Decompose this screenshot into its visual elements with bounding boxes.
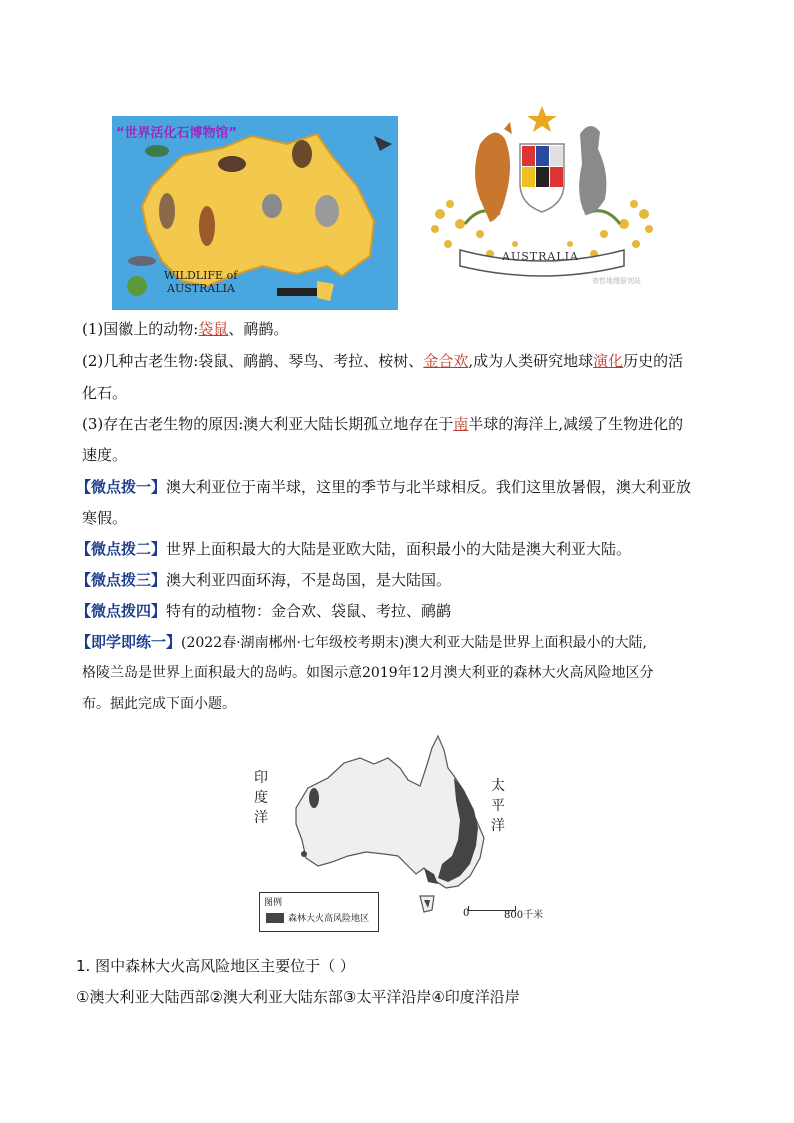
ocean-label-west: 印度洋 [254,770,268,826]
tip-2 [76,539,631,559]
exercise-tag: 【即学即练一】 [76,633,182,651]
exercise-text-1: (2022春·湖南郴州·七年级校考期末)澳大利亚大陆是世界上面积最小的大陆, [181,635,647,651]
fact-2 [82,351,683,371]
coat-of-arms-scroll-text: AUSTRALIA [502,250,579,263]
fact-1-highlight: 袋鼠 [198,320,229,338]
fact-3-suffix: 半球的海洋上,减缓了生物进化的 [468,415,684,433]
fact-3-line-2: 速度。 [82,446,128,464]
legend-title: 图例 [264,898,283,908]
tip-1 [76,477,691,497]
map-legend [259,892,379,932]
fire-zone-southwest [301,851,307,857]
fire-risk-map [248,728,554,938]
fact-1-suffix: 、鸸鹋。 [228,320,289,338]
legend-item-label: 森林大火高风险地区 [288,914,370,924]
fact-2-highlight-2: 演化 [593,352,624,370]
fact-3-prefix: (3)存在古老生物的原因:澳大利亚大陆长期孤立地存在于 [82,415,454,433]
fact-2-suffix: 历史的活 [623,352,684,370]
tip-1-text: 澳大利亚位于南半球，这里的季节与北半球相反。我们这里放暑假，澳大利亚放 [166,478,692,496]
watermark: 寄哲地理原创站 [592,277,641,285]
legend-swatch [266,913,284,923]
fact-3-highlight: 南 [453,415,469,433]
fact-2-highlight-1: 金合欢 [423,352,469,370]
poster-caption-line2: AUSTRALIA [167,282,235,295]
fact-2-line-2: 化石。 [82,384,128,402]
fact-3 [82,414,683,434]
wildlife-poster-graphic [112,116,398,310]
wildlife-poster-image [112,116,398,310]
question-options: ①澳大利亚大陆西部②澳大利亚大陆东部③太平洋沿岸④印度洋沿岸 [76,988,520,1006]
tip-1-line-2: 寒假。 [82,509,128,527]
scale-value: 800千米 [504,910,544,921]
tip-1-tag: 【微点拨一】 [76,478,167,496]
exercise-line-2: 格陵兰岛是世界上面积最大的岛屿。如图示意2019年12月澳大利亚的森林大火高风险地区分 [82,665,654,681]
tip-3-tag: 【微点拨三】 [76,571,167,589]
ocean-label-east: 太平洋 [491,778,505,834]
question-stem: 1. 图中森林大火高风险地区主要位于（ ） [76,957,355,975]
fact-2-mid: ,成为人类研究地球 [468,352,594,370]
tip-4 [76,601,451,621]
fact-1 [82,319,288,339]
poster-caption-line1: WILDLIFE of [164,269,238,282]
tip-4-text: 特有的动植物：金合欢、袋鼠、考拉、鸸鹋 [166,602,452,620]
exercise-line-1 [76,632,647,653]
exercise-line-3: 布。据此完成下面小题。 [82,696,236,712]
tip-2-text: 世界上面积最大的大陆是亚欧大陆，面积最小的大陆是澳大利亚大陆。 [166,540,632,558]
coat-of-arms-image [420,104,664,290]
tip-3 [76,570,451,590]
scale-zero: 0 [463,908,470,919]
tip-3-text: 澳大利亚四面环海，不是岛国，是大陆国。 [166,571,452,589]
poster-banner: “世界活化石博物馆” [116,126,238,141]
tip-4-tag: 【微点拨四】 [76,602,167,620]
tip-2-tag: 【微点拨二】 [76,540,167,558]
fire-zone-west [309,788,319,808]
fact-2-prefix: (2)几种古老生物:袋鼠、鸸鹋、琴鸟、考拉、桉树、 [82,352,424,370]
fact-1-prefix: (1)国徽上的动物: [82,320,199,338]
